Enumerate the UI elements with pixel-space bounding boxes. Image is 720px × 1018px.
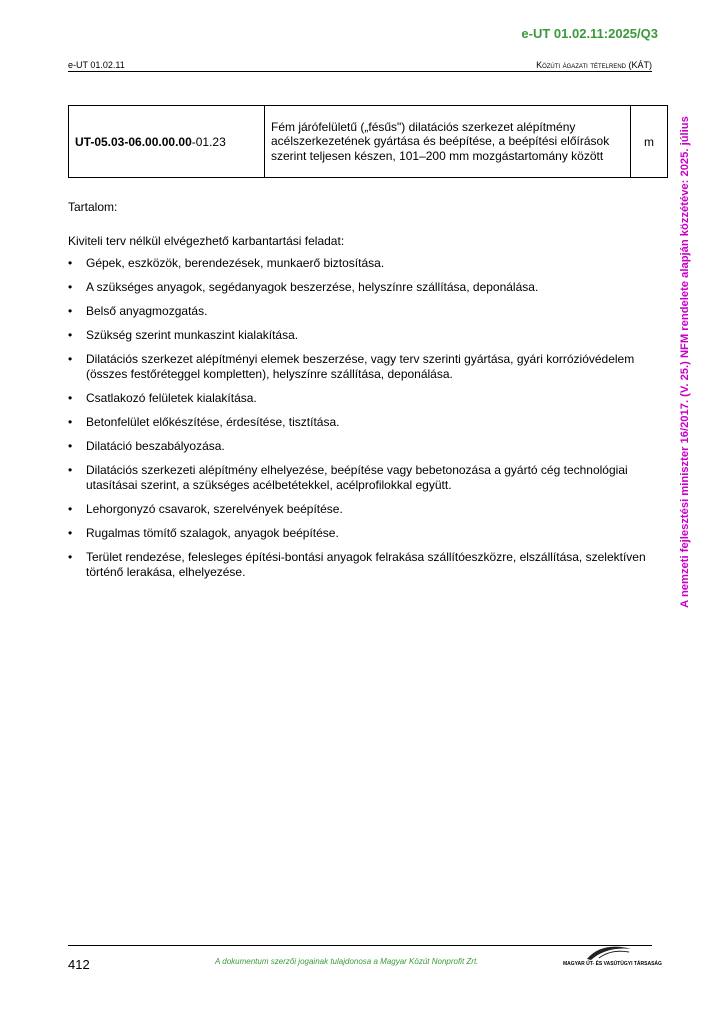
- content-heading: Tartalom:: [68, 200, 118, 214]
- header-rule: [68, 71, 652, 72]
- item-row: [69, 106, 668, 178]
- content-intro: Kiviteli terv nélkül elvégezhető karbantartási feladat:: [68, 234, 345, 248]
- list-item: • Dilatációs szerkezet alépítményi elemek beszerzése, vagy terv szerinti gyártása, gyári korrózióvédelem (összes festőréteggel kompletten), helyszínre szállítása, deponálása.: [68, 352, 653, 382]
- list-item: • Rugalmas tömítő szalagok, anyagok beépítése.: [68, 526, 653, 541]
- content-section: [68, 200, 653, 589]
- page-number: 412: [68, 957, 90, 972]
- header-right-title: Közúti ágazati tételrend (KÁT): [536, 60, 652, 70]
- list-item: • Terület rendezése, felesleges építési-bontási anyagok felrakása szállítóeszközre, elszállítása, szelektíven történő lerakása, elhelyezése.: [68, 550, 653, 580]
- list-item: • A szükséges anyagok, segédanyagok beszerzése, helyszínre szállítása, deponálása.: [68, 280, 653, 295]
- list-item: • Dilatáció beszabályozása.: [68, 439, 653, 454]
- list-item: • Gépek, eszközök, berendezések, munkaerő biztosítása.: [68, 256, 653, 271]
- side-caption: [676, 95, 694, 630]
- item-table: [68, 105, 668, 178]
- task-list: [68, 256, 653, 580]
- document-code: e-UT 01.02.11:2025/Q3: [521, 26, 658, 41]
- side-caption-text: A nemzeti fejlesztési miniszter 16/2017. (V. 25.) NFM rendelete alapján közzétéve: 2025. július: [679, 116, 691, 608]
- list-item: • Csatlakozó felületek kialakítása.: [68, 391, 653, 406]
- item-unit: m: [631, 106, 668, 178]
- list-item: • Betonfelület előkészítése, érdesítése, tisztítása.: [68, 415, 653, 430]
- society-logo: [563, 943, 662, 971]
- item-code: [69, 106, 265, 178]
- header-left-code: e-UT 01.02.11: [68, 60, 125, 70]
- list-item: • Lehorgonyzó csavarok, szerelvények beépítése.: [68, 502, 653, 517]
- logo-text: MAGYAR ÚT- ÉS VASÚTÜGYI TÁRSASÁG: [563, 961, 662, 967]
- copyright-note: A dokumentum szerzői jogainak tulajdonosa a Magyar Közút Nonprofit Zrt.: [215, 957, 479, 966]
- item-code-suffix: -01.23: [191, 134, 226, 149]
- item-code-main: UT-05.03-06.00.00.00: [75, 134, 192, 149]
- list-item: • Szükség szerint munkaszint kialakítása.: [68, 328, 653, 343]
- logo-swoosh-icon: [585, 943, 633, 961]
- item-description: Fém járófelületű („fésűs") dilatációs szerkezet alépítmény acélszerkezetének gyártása és beépítése, a beépítési előírások szerint teljesen készen, 101–200 mm mozgástartomány között: [265, 106, 631, 178]
- list-item: • Belső anyagmozgatás.: [68, 304, 653, 319]
- list-item: • Dilatációs szerkezeti alépítmény elhelyezése, beépítése vagy bebetonozása a gyártó cég technológiai utasításai szerint, a szükséges acélbetétekkel, acélprofilokkal együtt.: [68, 463, 653, 493]
